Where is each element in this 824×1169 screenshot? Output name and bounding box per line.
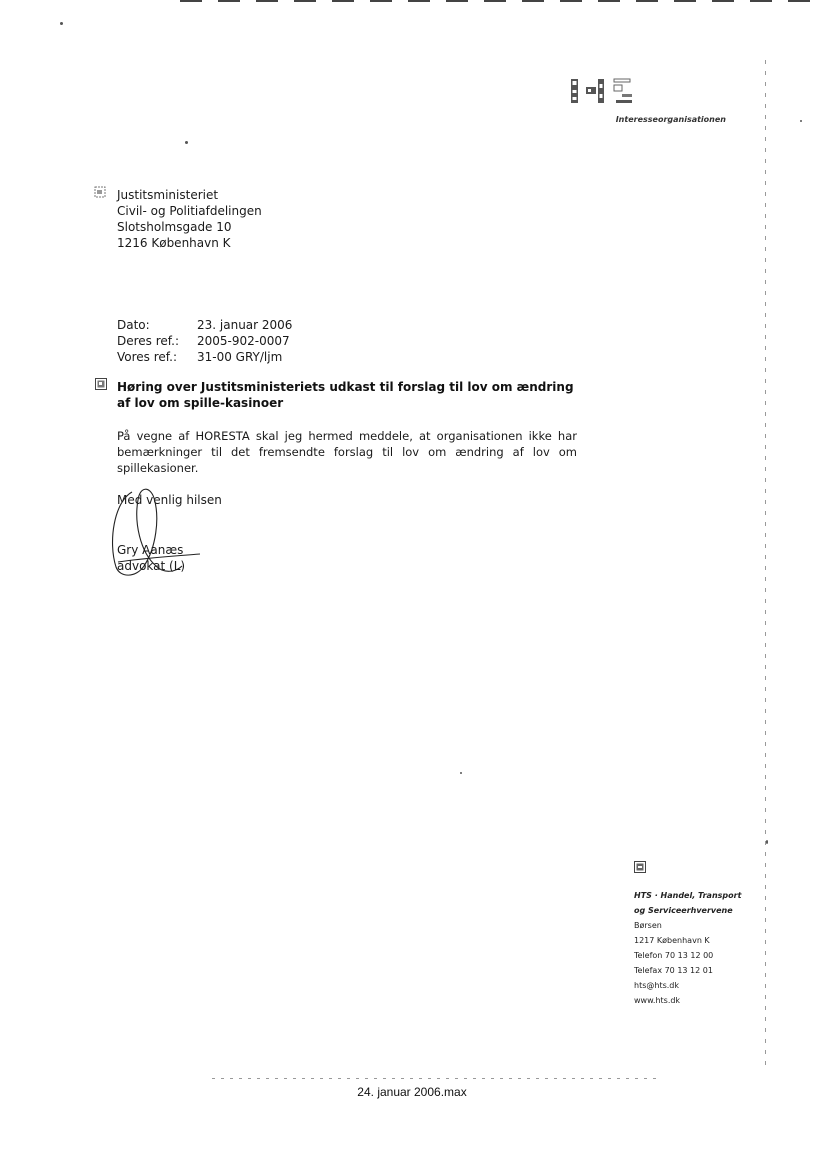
scan-edge-line: [180, 0, 820, 2]
sender-org-line: HTS · Handel, Transport: [634, 891, 742, 900]
recipient-line: Civil- og Politiafdelingen: [117, 204, 262, 218]
signer-title: advokat (L): [117, 559, 186, 573]
signer-block: [117, 542, 185, 574]
scan-speck: [60, 22, 63, 25]
ref-value: 23. januar 2006: [197, 318, 293, 332]
ref-row-their-ref: [117, 333, 292, 349]
ref-row-our-ref: [117, 349, 292, 365]
closing-salutation: Med venlig hilsen: [117, 493, 222, 507]
scan-margin-line: [765, 60, 766, 1070]
ref-label: Deres ref.:: [117, 334, 180, 348]
ref-label: Vores ref.:: [117, 350, 177, 364]
recipient-address: [117, 187, 262, 251]
scan-speck: [800, 120, 802, 122]
scan-footer-line: [212, 1078, 657, 1079]
print-filename: 24. januar 2006.max: [357, 1085, 467, 1099]
subject-marker-icon: [95, 378, 107, 390]
sender-line: Telefax 70 13 12 01: [634, 966, 713, 975]
recipient-line: 1216 København K: [117, 236, 231, 250]
sender-email: hts@hts.dk: [634, 981, 680, 990]
ref-row-date: [117, 317, 292, 333]
scan-speck: [460, 772, 462, 774]
letter-subject: Høring over Justitsministeriets udkast til forslag til lov om ændring af lov om spille-kasinoer: [117, 380, 574, 410]
ref-value: 2005-902-0007: [197, 334, 290, 348]
ref-value: 31-00 GRY/ljm: [197, 350, 283, 364]
recipient-line: Slotsholmsgade 10: [117, 220, 232, 234]
scan-speck: [185, 141, 188, 144]
ref-label: Dato:: [117, 318, 150, 332]
recipient-line: Justitsministeriet: [117, 188, 219, 202]
sender-line: 1217 København K: [634, 936, 710, 945]
sender-website: www.hts.dk: [634, 996, 681, 1005]
reference-block: [117, 317, 292, 365]
sender-address: [634, 888, 741, 1008]
hts-logo-icon: [570, 78, 636, 104]
address-marker-icon: [94, 186, 106, 198]
signer-name: Gry Aanæs: [117, 543, 184, 557]
sender-line: Telefon 70 13 12 00: [634, 951, 714, 960]
sender-line: Børsen: [634, 921, 662, 930]
letterhead-tagline: Interesseorganisationen: [615, 115, 726, 124]
scan-speck: [766, 840, 768, 844]
sender-org-line: og Serviceerhvervene: [634, 906, 733, 915]
letter-body: På vegne af HORESTA skal jeg hermed meddele, at organisationen ikke har bemærkninger til det fremsendte forslag til lov om ændring af lov om spillekasioner.: [117, 429, 577, 475]
sender-marker-icon: [634, 861, 646, 873]
